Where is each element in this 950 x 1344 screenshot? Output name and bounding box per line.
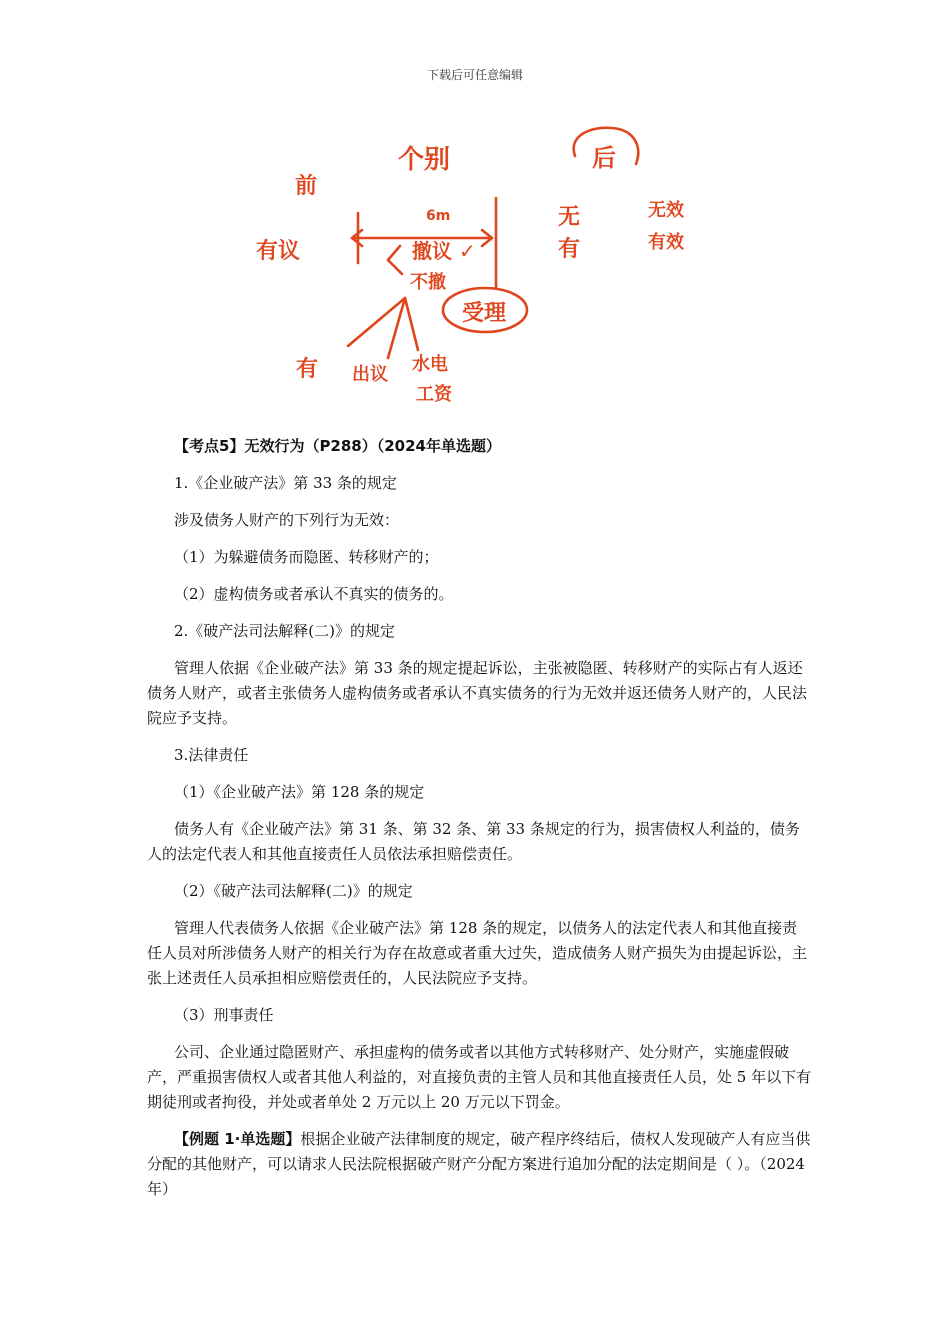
s1-item1: （1）为躲避债务而隐匿、转移财产的； xyxy=(174,548,439,566)
s1-intro: 涉及债务人财产的下列行为无效： xyxy=(174,511,400,529)
label-branch-jiaoyi: 出议 xyxy=(352,364,388,385)
s3-item3-title: （3）刑事责任 xyxy=(174,1006,274,1024)
label-hou: 后 xyxy=(592,144,616,172)
label-you: 有 xyxy=(558,237,581,262)
label-wuxiao-right: 无效 xyxy=(648,200,684,221)
label-qian: 前 xyxy=(295,174,318,199)
label-qing-checked: 撤议 ✓ xyxy=(412,239,476,263)
label-branch-you: 有 xyxy=(296,357,319,382)
label-wu: 无 xyxy=(558,205,581,230)
label-buqing: 不撤 xyxy=(410,272,446,293)
label-youxiao-left: 有议 xyxy=(256,239,301,264)
page-header: 下载后可任意编辑 xyxy=(426,68,523,82)
branch-line-1 xyxy=(348,298,405,346)
example-question xyxy=(147,1127,812,1202)
handwritten-diagram xyxy=(240,118,710,418)
document-body xyxy=(147,434,812,1214)
s3-item1-body: 债务人有《企业破产法》第 31 条、第 32 条、第 33 条规定的行为，损害债权人利益的，债务人的法定代表人和其他直接责任人员依法承担赔偿责任。 xyxy=(147,820,800,863)
s1-title: 1.《企业破产法》第 33 条的规定 xyxy=(174,474,397,492)
s2-body: 管理人依据《企业破产法》第 33 条的规定提起诉讼，主张被隐匿、转移财产的实际占有人返还债务人财产，或者主张债务人虚构债务或者承认不真实债务的行为无效并返还债务人财产的，人民法院应予支持。 xyxy=(147,659,808,727)
handwritten-diagram-svg xyxy=(240,118,710,418)
section-heading: 【考点5】无效行为（P288）（2024年单选题） xyxy=(174,437,501,455)
label-gebie: 个别 xyxy=(398,145,451,175)
s3-item2-title: （2）《破产法司法解释(二)》的规定 xyxy=(174,882,413,900)
label-branch-gongzi: 工资 xyxy=(416,384,452,405)
label-youxiao-right: 有效 xyxy=(648,232,684,253)
branch-line-3 xyxy=(405,298,418,350)
s3-item2-body: 管理人代表债务人依据《企业破产法》第 128 条的规定，以债务人的法定代表人和其他直接责任人员对所涉债务人财产的相关行为存在故意或者重大过失，造成债务人财产损失为由提起诉讼，主张上述责任人员承担相应赔偿责任的，人民法院应予支持。 xyxy=(147,919,808,987)
s1-item2: （2）虚构债务或者承认不真实的债务的。 xyxy=(174,585,454,603)
s3-item1-title: （1）《企业破产法》第 128 条的规定 xyxy=(174,783,425,801)
s3-item3-body: 公司、企业通过隐匿财产、承担虚构的债务或者以其他方式转移财产、处分财产，实施虚假破产，严重损害债权人或者其他人利益的，对直接负责的主管人员和其他直接责任人员，处 5 年以下有期徒刑或者拘役，并处或者单处 2 万元以上 20 万元以下罚金。 xyxy=(147,1043,812,1111)
example-label: 【例题 1·单选题】 xyxy=(174,1130,301,1148)
branch-line-2 xyxy=(388,298,405,358)
label-shouli: 受理 xyxy=(462,301,507,326)
example-body: 根据企业破产法律制度的规定，破产程序终结后，债权人发现破产人有应当供分配的其他财产，可以请求人民法院根据破产财产分配方案进行追加分配的法定期间是（ ）。（2024 年） xyxy=(147,1130,811,1198)
branch-bracket xyxy=(388,246,402,274)
label-branch-shuidian: 水电 xyxy=(412,354,448,375)
s3-title: 3.法律责任 xyxy=(174,746,249,764)
label-six-months: 6m xyxy=(426,208,451,224)
s2-title: 2.《破产法司法解释(二)》的规定 xyxy=(174,622,396,640)
